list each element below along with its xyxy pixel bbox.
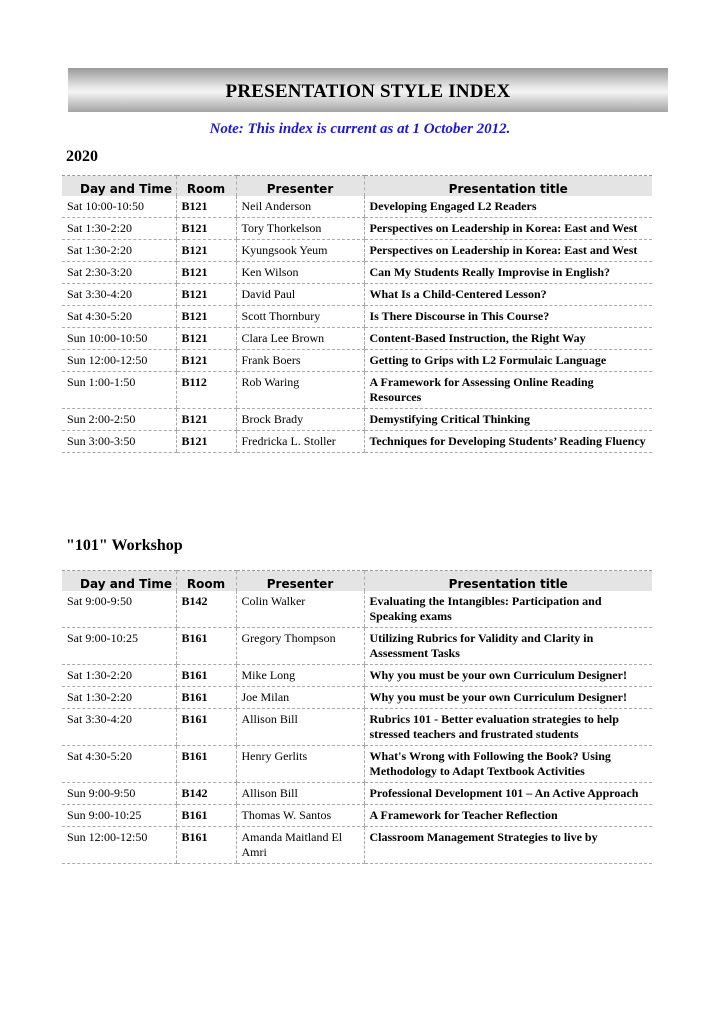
table-row	[62, 372, 652, 409]
cell-day-time: Sat 2:30-3:20	[62, 262, 176, 284]
cell-room: B121	[176, 306, 236, 328]
cell-room: B121	[176, 240, 236, 262]
index-note: Note: This index is current as at 1 October 2012.	[209, 121, 511, 137]
cell-room: B121	[176, 262, 236, 284]
table-row	[62, 240, 652, 262]
cell-presenter: Amanda Maitland El Amri	[236, 827, 364, 864]
cell-presenter: Fredricka L. Stoller	[236, 431, 364, 453]
cell-title: Why you must be your own Curriculum Designer!	[364, 665, 652, 687]
cell-presenter: Rob Waring	[236, 372, 364, 409]
cell-day-time: Sat 1:30-2:20	[62, 240, 176, 262]
cell-title: Evaluating the Intangibles: Participation and Speaking exams	[364, 591, 652, 628]
cell-title: Perspectives on Leadership in Korea: East and West	[364, 240, 652, 262]
table-row	[62, 306, 652, 328]
cell-presenter: Mike Long	[236, 665, 364, 687]
cell-presenter: Colin Walker	[236, 591, 364, 628]
cell-room: B121	[176, 284, 236, 306]
table-row	[62, 709, 652, 746]
cell-title: Utilizing Rubrics for Validity and Clarity in Assessment Tasks	[364, 628, 652, 665]
section-heading-2020: 2020	[66, 148, 98, 165]
table-row	[62, 431, 652, 453]
cell-title: Developing Engaged L2 Readers	[364, 196, 652, 218]
header-presenter: Presenter	[236, 571, 364, 592]
table-row	[62, 284, 652, 306]
header-room: Room	[176, 571, 236, 592]
header-day-time: Day and Time	[62, 571, 176, 592]
cell-presenter: Frank Boers	[236, 350, 364, 372]
cell-room: B142	[176, 783, 236, 805]
cell-title: Content-Based Instruction, the Right Way	[364, 328, 652, 350]
cell-presenter: Allison Bill	[236, 783, 364, 805]
cell-day-time: Sat 1:30-2:20	[62, 687, 176, 709]
table-body	[62, 591, 652, 864]
table-row	[62, 350, 652, 372]
table-row	[62, 262, 652, 284]
cell-title: Can My Students Really Improvise in English?	[364, 262, 652, 284]
cell-day-time: Sun 10:00-10:50	[62, 328, 176, 350]
cell-day-time: Sat 9:00-9:50	[62, 591, 176, 628]
cell-room: B161	[176, 827, 236, 864]
cell-day-time: Sat 10:00-10:50	[62, 196, 176, 218]
cell-presenter: Neil Anderson	[236, 196, 364, 218]
header-room: Room	[176, 176, 236, 197]
cell-room: B121	[176, 328, 236, 350]
cell-title: Getting to Grips with L2 Formulaic Language	[364, 350, 652, 372]
cell-presenter: Kyungsook Yeum	[236, 240, 364, 262]
header-day-time: Day and Time	[62, 176, 176, 197]
cell-room: B161	[176, 687, 236, 709]
cell-presenter: Brock Brady	[236, 409, 364, 431]
cell-title: A Framework for Teacher Reflection	[364, 805, 652, 827]
table-row	[62, 218, 652, 240]
table-row	[62, 665, 652, 687]
section-heading-101-workshop: "101" Workshop	[66, 537, 183, 554]
table-row	[62, 328, 652, 350]
table-header-row	[62, 571, 652, 592]
cell-title: Demystifying Critical Thinking	[364, 409, 652, 431]
cell-presenter: David Paul	[236, 284, 364, 306]
cell-day-time: Sun 12:00-12:50	[62, 350, 176, 372]
cell-room: B161	[176, 746, 236, 783]
header-title: Presentation title	[364, 571, 652, 592]
table-row	[62, 628, 652, 665]
cell-day-time: Sun 9:00-9:50	[62, 783, 176, 805]
cell-room: B121	[176, 196, 236, 218]
cell-day-time: Sun 2:00-2:50	[62, 409, 176, 431]
header-presenter: Presenter	[236, 176, 364, 197]
cell-title: Professional Development 101 – An Active Approach	[364, 783, 652, 805]
schedule-table-101-workshop	[62, 570, 652, 864]
cell-room: B161	[176, 665, 236, 687]
cell-room: B112	[176, 372, 236, 409]
cell-title: Why you must be your own Curriculum Designer!	[364, 687, 652, 709]
cell-room: B121	[176, 218, 236, 240]
cell-presenter: Thomas W. Santos	[236, 805, 364, 827]
table-row	[62, 687, 652, 709]
cell-title: What's Wrong with Following the Book? Using Methodology to Adapt Textbook Activities	[364, 746, 652, 783]
table-body	[62, 196, 652, 453]
cell-room: B161	[176, 628, 236, 665]
cell-presenter: Henry Gerlits	[236, 746, 364, 783]
cell-presenter: Scott Thornbury	[236, 306, 364, 328]
cell-presenter: Clara Lee Brown	[236, 328, 364, 350]
cell-day-time: Sat 4:30-5:20	[62, 746, 176, 783]
cell-day-time: Sat 1:30-2:20	[62, 218, 176, 240]
cell-presenter: Joe Milan	[236, 687, 364, 709]
cell-title: Perspectives on Leadership in Korea: East and West	[364, 218, 652, 240]
cell-presenter: Tory Thorkelson	[236, 218, 364, 240]
table-row	[62, 591, 652, 628]
schedule-table-2020	[62, 175, 652, 453]
cell-room: B161	[176, 805, 236, 827]
cell-room: B142	[176, 591, 236, 628]
cell-day-time: Sat 3:30-4:20	[62, 709, 176, 746]
cell-day-time: Sat 3:30-4:20	[62, 284, 176, 306]
page-title: PRESENTATION STYLE INDEX	[225, 81, 511, 102]
cell-room: B121	[176, 409, 236, 431]
table-row	[62, 805, 652, 827]
cell-title: Is There Discourse in This Course?	[364, 306, 652, 328]
table-header-row	[62, 176, 652, 197]
table-row	[62, 783, 652, 805]
cell-presenter: Allison Bill	[236, 709, 364, 746]
cell-day-time: Sun 1:00-1:50	[62, 372, 176, 409]
cell-presenter: Gregory Thompson	[236, 628, 364, 665]
cell-day-time: Sun 12:00-12:50	[62, 827, 176, 864]
table-row	[62, 827, 652, 864]
cell-day-time: Sun 9:00-10:25	[62, 805, 176, 827]
table-row	[62, 746, 652, 783]
cell-day-time: Sun 3:00-3:50	[62, 431, 176, 453]
table-row	[62, 196, 652, 218]
cell-day-time: Sat 4:30-5:20	[62, 306, 176, 328]
table-row	[62, 409, 652, 431]
cell-room: B121	[176, 431, 236, 453]
cell-presenter: Ken Wilson	[236, 262, 364, 284]
cell-room: B161	[176, 709, 236, 746]
header-title: Presentation title	[364, 176, 652, 197]
cell-day-time: Sat 9:00-10:25	[62, 628, 176, 665]
cell-title: Classroom Management Strategies to live by	[364, 827, 652, 864]
cell-room: B121	[176, 350, 236, 372]
cell-day-time: Sat 1:30-2:20	[62, 665, 176, 687]
page-banner	[68, 68, 668, 112]
cell-title: A Framework for Assessing Online Reading Resources	[364, 372, 652, 409]
cell-title: What Is a Child-Centered Lesson?	[364, 284, 652, 306]
cell-title: Rubrics 101 - Better evaluation strategies to help stressed teachers and frustrated students	[364, 709, 652, 746]
cell-title: Techniques for Developing Students’ Reading Fluency	[364, 431, 652, 453]
